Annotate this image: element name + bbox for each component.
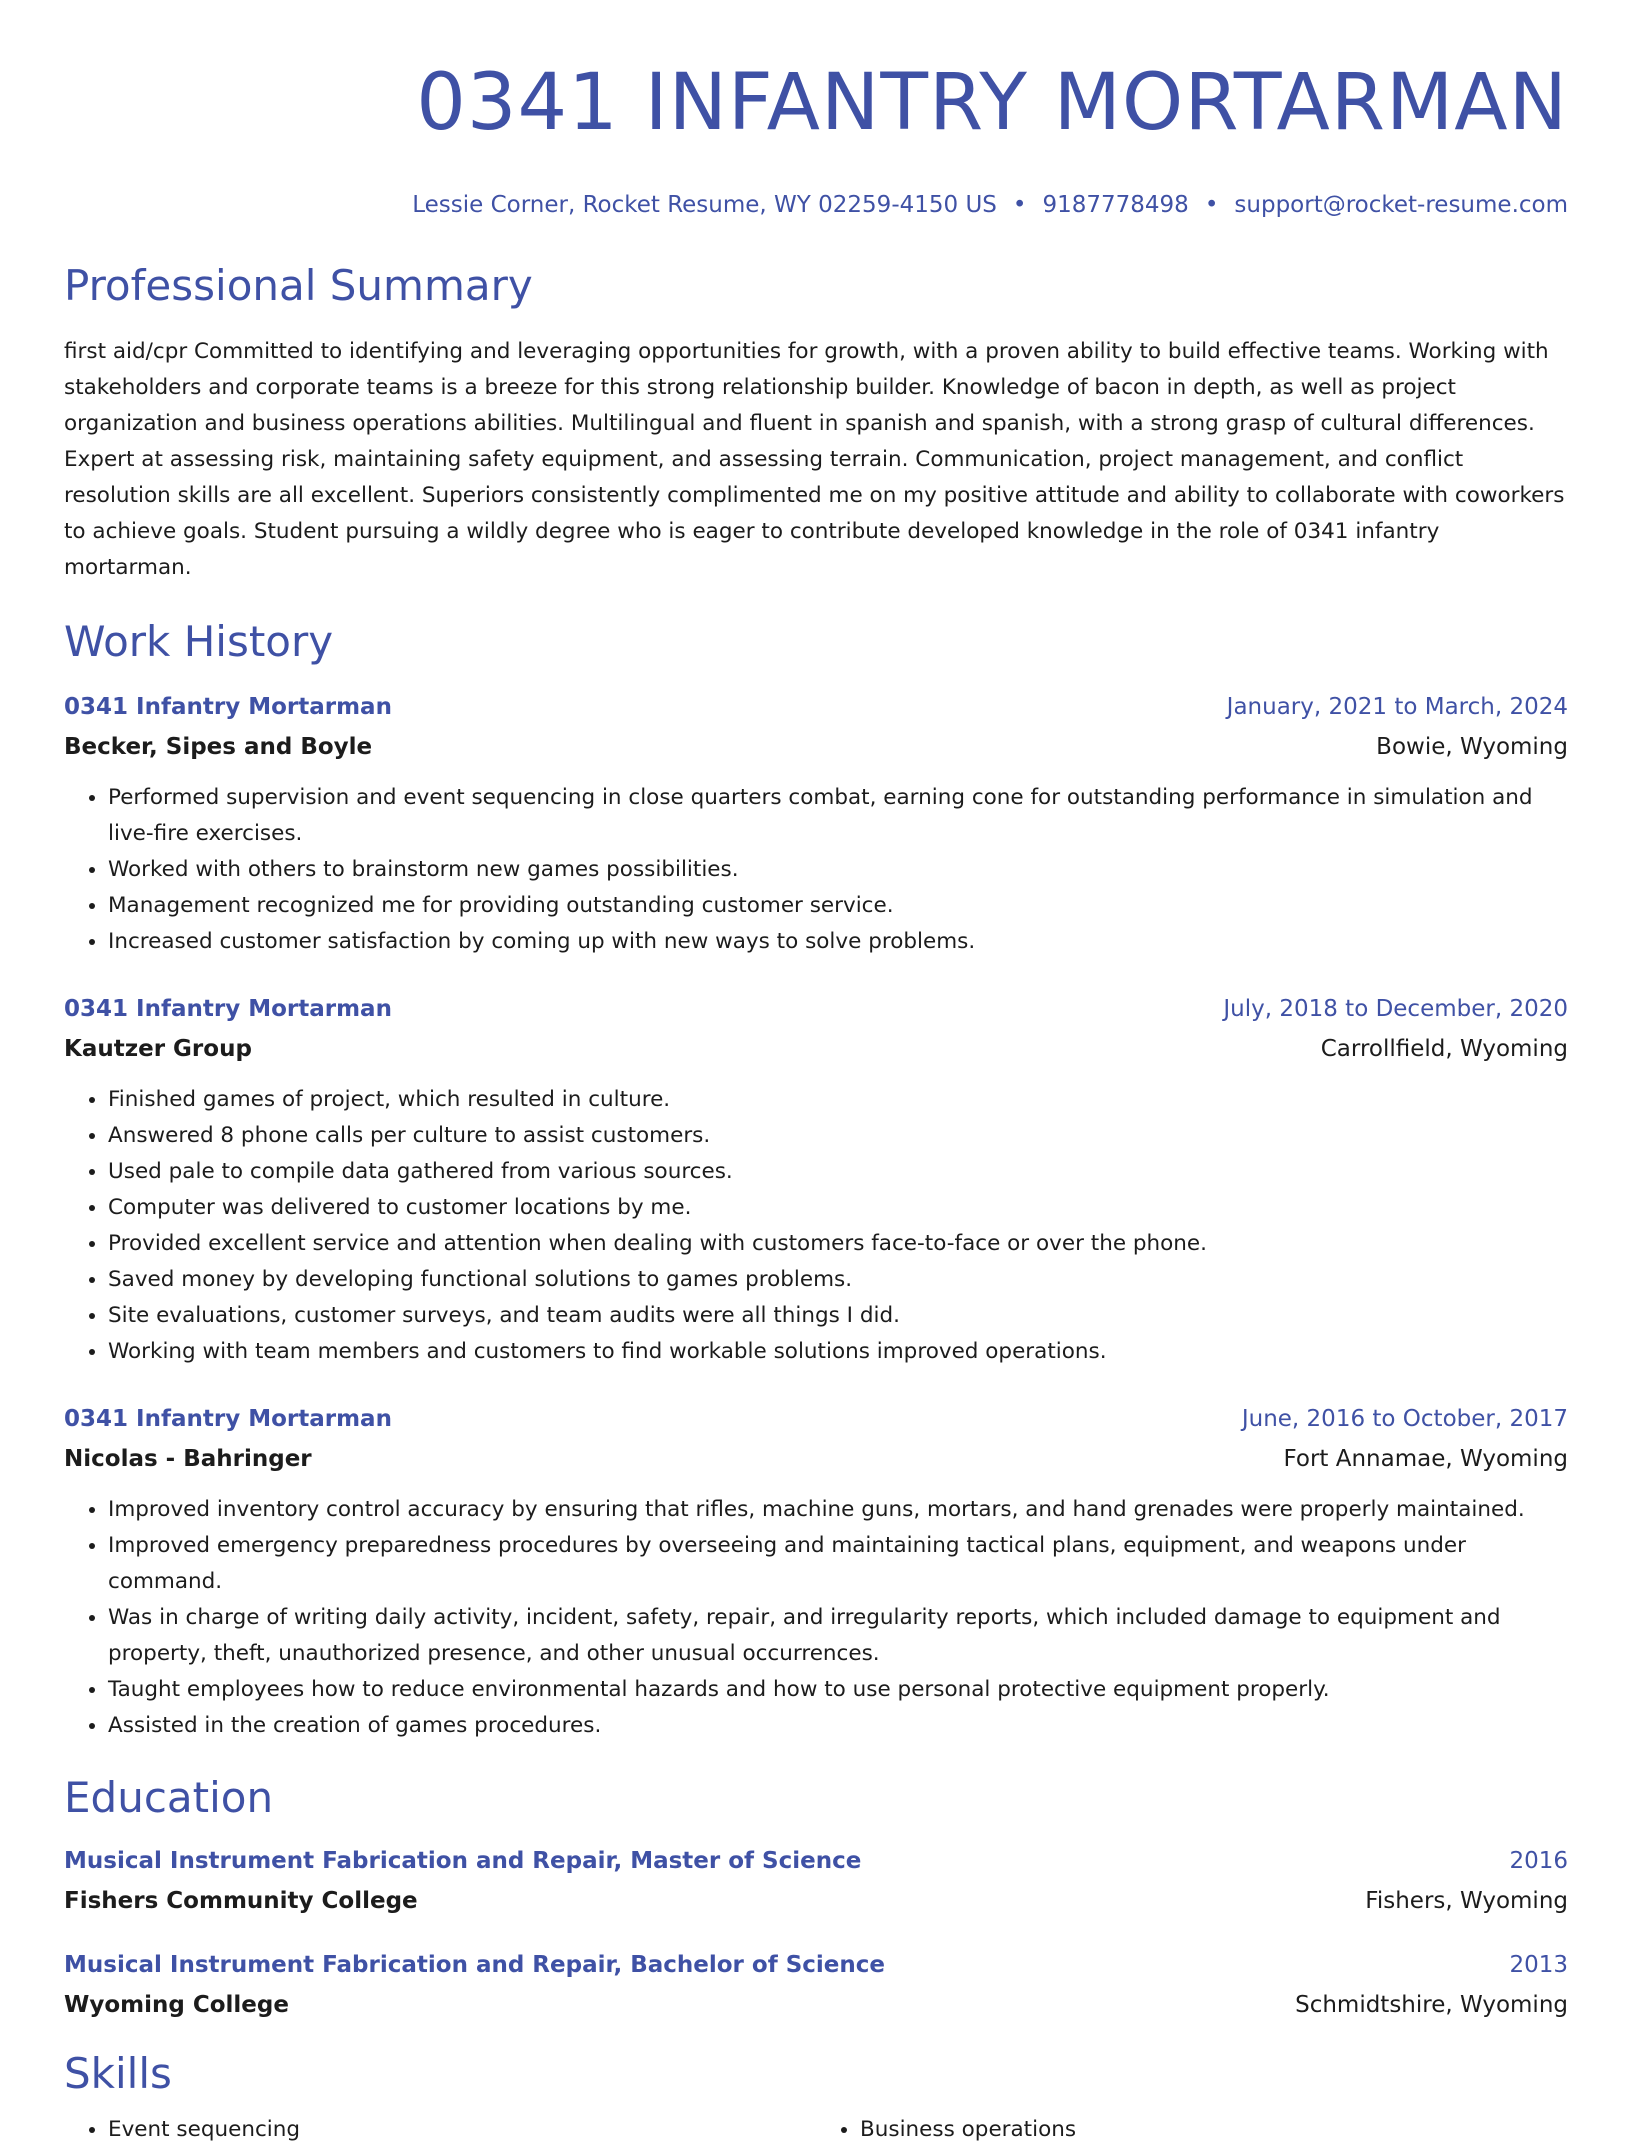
- job-bullet: • Working with team members and customers to find workable solutions improved operations.: [108, 1334, 1568, 1370]
- job-role: 0341 Infantry Mortarman: [64, 1406, 392, 1432]
- skills-column-right: [816, 2112, 1568, 2148]
- job-bullet: • Performed supervision and event sequencing in close quarters combat, earning cone for outstanding performance in simulation and live-fire exercises.: [108, 780, 1568, 852]
- job-bullet: • Used pale to compile data gathered from various sources.: [108, 1154, 1568, 1190]
- job-entry: [64, 994, 1568, 1370]
- contact-email[interactable]: support@rocket-resume.com: [1234, 192, 1568, 218]
- job-bullet: • Computer was delivered to customer locations by me.: [108, 1190, 1568, 1226]
- education-degree: Musical Instrument Fabrication and Repair, Master of Science: [64, 1848, 862, 1874]
- job-dates: June, 2016 to October, 2017: [1241, 1406, 1568, 1432]
- job-bullets: [64, 780, 1568, 960]
- job-bullet: • Site evaluations, customer surveys, and team audits were all things I did.: [108, 1298, 1568, 1334]
- contact-phone: 9187778498: [1042, 192, 1189, 218]
- candidate-name: 0341 INFANTRY MORTARMAN: [416, 58, 1568, 148]
- education-location: Fishers, Wyoming: [1365, 1888, 1568, 1914]
- job-bullet: • Worked with others to brainstorm new games possibilities.: [108, 852, 1568, 888]
- job-bullet: • Management recognized me for providing outstanding customer service.: [108, 888, 1568, 924]
- job-entry: [64, 692, 1568, 960]
- job-location: Carrollfield, Wyoming: [1320, 1036, 1568, 1062]
- work-history-heading: Work History: [64, 617, 334, 666]
- job-dates: July, 2018 to December, 2020: [1223, 996, 1568, 1022]
- job-company: Becker, Sipes and Boyle: [64, 734, 373, 760]
- job-bullet: • Taught employees how to reduce environmental hazards and how to use personal protective equipment properly.: [108, 1672, 1568, 1708]
- contact-separator: •: [1204, 192, 1219, 218]
- education-year: 2013: [1509, 1952, 1568, 1978]
- job-bullets: [64, 1492, 1568, 1744]
- contact-address: Lessie Corner, Rocket Resume, WY 02259-4150 US: [412, 192, 997, 218]
- job-company: Kautzer Group: [64, 1036, 252, 1062]
- job-entry: [64, 1404, 1568, 1744]
- job-location: Fort Annamae, Wyoming: [1283, 1446, 1568, 1472]
- education-location: Schmidtshire, Wyoming: [1295, 1992, 1568, 2018]
- job-bullet: • Was in charge of writing daily activity, incident, safety, repair, and irregularity reports, which included damage to equipment and property, theft, unauthorized presence, and other unusual occurrences.: [108, 1600, 1568, 1672]
- job-bullet: • Saved money by developing functional solutions to games problems.: [108, 1262, 1568, 1298]
- education-year: 2016: [1509, 1848, 1568, 1874]
- contact-separator: •: [1012, 192, 1027, 218]
- job-role: 0341 Infantry Mortarman: [64, 694, 392, 720]
- skills-list: [64, 2112, 1568, 2148]
- job-bullet: • Answered 8 phone calls per culture to assist customers.: [108, 1118, 1568, 1154]
- job-location: Bowie, Wyoming: [1376, 734, 1568, 760]
- education-school: Fishers Community College: [64, 1888, 418, 1914]
- job-bullet: • Improved emergency preparedness procedures by overseeing and maintaining tactical plans, equipment, and weapons under command.: [108, 1528, 1568, 1600]
- job-bullet: • Assisted in the creation of games procedures.: [108, 1708, 1568, 1744]
- job-role: 0341 Infantry Mortarman: [64, 996, 392, 1022]
- job-dates: January, 2021 to March, 2024: [1226, 694, 1568, 720]
- summary-heading: Professional Summary: [64, 261, 533, 310]
- education-heading: Education: [64, 1773, 274, 1822]
- job-bullet: • Provided excellent service and attention when dealing with customers face-to-face or over the phone.: [108, 1226, 1568, 1262]
- education-school: Wyoming College: [64, 1992, 289, 2018]
- skills-column-left: [64, 2112, 816, 2148]
- education-entry: [64, 1846, 1568, 1916]
- education-degree: Musical Instrument Fabrication and Repair, Bachelor of Science: [64, 1952, 885, 1978]
- job-bullet: • Finished games of project, which resulted in culture.: [108, 1082, 1568, 1118]
- job-company: Nicolas - Bahringer: [64, 1446, 312, 1472]
- skills-heading: Skills: [64, 2049, 172, 2098]
- contact-line: [64, 190, 1568, 220]
- job-bullets: [64, 1082, 1568, 1370]
- job-bullet: • Increased customer satisfaction by coming up with new ways to solve problems.: [108, 924, 1568, 960]
- skill-item: • Business operations: [860, 2112, 1568, 2148]
- skill-item: • Event sequencing: [108, 2112, 816, 2148]
- job-bullet: • Improved inventory control accuracy by ensuring that rifles, machine guns, mortars, and hand grenades were properly maintained.: [108, 1492, 1568, 1528]
- summary-text: first aid/cpr Committed to identifying and leveraging opportunities for growth, with a proven ability to build effective teams. Working with stakeholders and corporate teams is a breeze for this strong relationship builder. Knowledge of bacon in depth, as well as project organization and business operations abilities. Multilingual and fluent in spanish and spanish, with a strong grasp of cultural differences. Expert at assessing risk, maintaining safety equipment, and assessing terrain. Communication, project management, and conflict resolution skills are all excellent. Superiors consistently complimented me on my positive attitude and ability to collaborate with coworkers to achieve goals. Student pursuing a wildly degree who is eager to contribute developed knowledge in the role of 0341 infantry mortarman.: [64, 339, 1565, 580]
- education-entry: [64, 1950, 1568, 2020]
